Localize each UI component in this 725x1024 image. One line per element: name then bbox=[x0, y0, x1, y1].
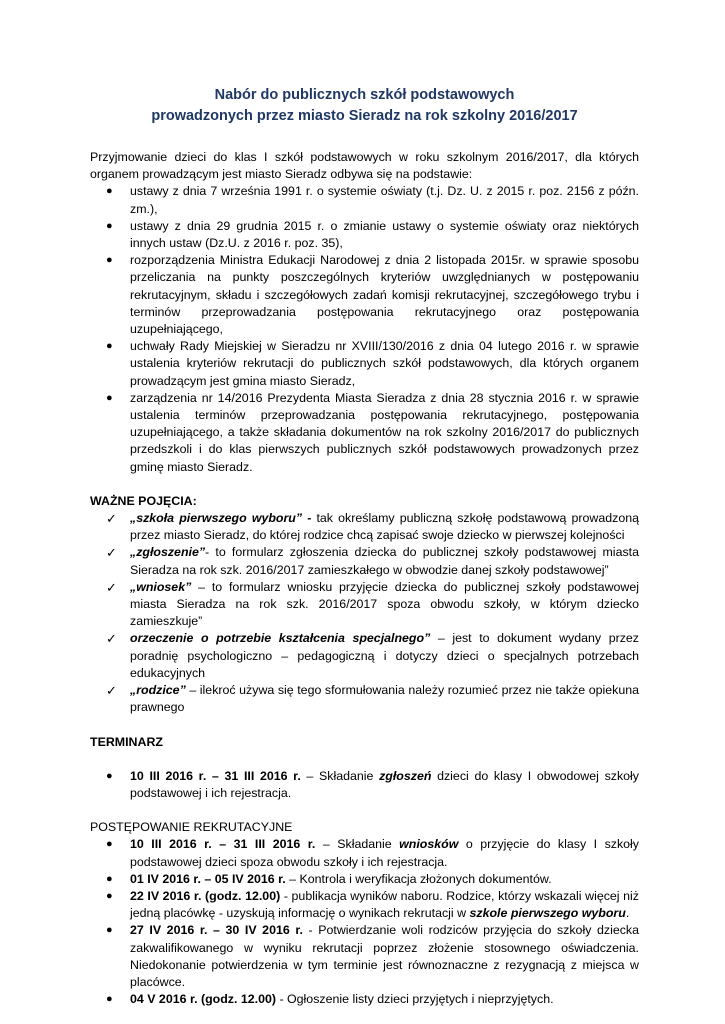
title-line-2: prowadzonych przez miasto Sieradz na rok szkolny 2016/2017 bbox=[151, 108, 578, 124]
list-item: ● ustawy z dnia 29 grudnia 2015 r. o zmianie ustawy o systemie oświaty oraz niektórych innych ustaw (Dz.U. z 2016 r. poz. 35), bbox=[106, 218, 639, 251]
terms-heading: WAŻNE POJĘCIA: bbox=[90, 493, 197, 508]
list-item: ● uchwały Rady Miejskiej w Sieradzu nr XVIII/130/2016 z dnia 04 lutego 2016 r. w sprawie ustalenia kryteriów rekrutacji do publicznych szkół podstawowych, dla których organem prowadzącym jest gmina miasto Sieradz, bbox=[106, 339, 639, 388]
title-line-1: Nabór do publicznych szkół podstawowych bbox=[214, 87, 515, 103]
bullet-icon: ● bbox=[106, 340, 113, 353]
check-mark-icon: ✓ bbox=[106, 579, 117, 595]
term-item: ✓ „zgłoszenie”- to formularz zgłoszenia dziecka do publicznej szkoły podstawowej miasta Sieradza na rok szk. 2016/2017 zamieszkałego w obwodzie danej szkoły podstawowej” bbox=[106, 545, 639, 577]
schedule-heading: TERMINARZ bbox=[90, 734, 163, 749]
term-item: ✓ orzeczenie o potrzebie kształcenia specjalnego” – jest to dokument wydany przez poradnię psychologiczno – pedagogiczną i dotyczy dzieci o specjalnych potrzebach edukacyjnych bbox=[106, 631, 639, 680]
bullet-icon: ● bbox=[106, 391, 113, 404]
bullet-icon: ● bbox=[106, 993, 113, 1006]
bullet-icon: ● bbox=[106, 219, 113, 232]
recruitment-heading: POSTĘPOWANIE REKRUTACYJNE bbox=[90, 820, 293, 835]
list-item: ● ustawy z dnia 7 września 1991 r. o systemie oświaty (t.j. Dz. U. z 2015 r. poz. 2156 z późn. zm.), bbox=[106, 184, 639, 216]
schedule-list bbox=[90, 768, 639, 802]
intro-paragraph: Przyjmowanie dzieci do klas I szkół podstawowych w roku szkolnym 2016/2017, dla których organem prowadzącym jest miasto Sieradz odbywa się na podstawie: bbox=[90, 150, 639, 182]
list-item: ● zarządzenia nr 14/2016 Prezydenta Miasta Sieradza z dnia 28 stycznia 2016 r. w sprawie ustalenia terminów przeprowadzania postępowania rekrutacyjnego, postępowania uzupełniającego, a także składania dokumentów na rok szkolny 2016/2017 do publicznych przedszkoli i do klas pierwszych publicznych szkół podstawowych prowadzonych przez gminę miasto Sieradz. bbox=[106, 390, 639, 474]
term-item: ✓ „wniosek” – to formularz wniosku przyjęcie dziecka do publicznej szkoły podstawowej miasta Sieradza na rok szk. 2016/2017 spoza obwodu szkoły, w którym dziecko zamieszkuje” bbox=[106, 579, 639, 629]
page-title bbox=[90, 85, 639, 127]
check-mark-icon: ✓ bbox=[106, 545, 117, 561]
check-mark-icon: ✓ bbox=[106, 631, 117, 647]
bullet-icon: ● bbox=[106, 924, 113, 937]
list-item: ● 01 IV 2016 r. – 05 IV 2016 r. – Kontrola i weryfikacja złożonych dokumentów. bbox=[90, 871, 639, 888]
list-item: ● rozporządzenia Ministra Edukacji Narodowej z dnia 2 listopada 2015r. w sprawie sposobu przeliczania na punkty poszczególnych kryteriów uwzględnianych w postępowaniu rekrutacyjnym, składu i szczegółowych zadań komisji rekrutacyjnej, szczegółowego trybu i terminów przeprowadzania postępowania rekrutacyjnego oraz postępowania uzupełniającego, bbox=[106, 253, 639, 337]
list-item: ● 10 III 2016 r. – 31 III 2016 r. – Składanie zgłoszeń dzieci do klasy I obwodowej szkoły podstawowej i ich rejestracja. bbox=[106, 768, 639, 800]
list-item: ● 22 IV 2016 r. (godz. 12.00) - publikacja wyników naboru. Rodzice, którzy wskazali więcej niż jedną placówkę - uzyskują informację o wynikach rekrutacji w szkole pierwszego wyboru. bbox=[106, 888, 639, 921]
bullet-icon: ● bbox=[106, 185, 113, 198]
term-item: ✓ „szkoła pierwszego wyboru” - tak określamy publiczną szkołę podstawową prowadzoną przez miasto Sieradz, do której rodzice chcą zapisać swoje dziecko w pierwszej kolejności bbox=[106, 511, 639, 543]
list-item: ● 10 III 2016 r. – 31 III 2016 r. – Składanie wniosków o przyjęcie do klasy I szkoły podstawowej dzieci spoza obwodu szkoły i ich rejestracja. bbox=[106, 837, 639, 869]
bullet-icon: ● bbox=[106, 838, 113, 851]
legal-basis-list bbox=[90, 183, 639, 475]
list-item: ● 04 V 2016 r. (godz. 12.00) - Ogłoszenie listy dzieci przyjętych i nieprzyjętych. bbox=[90, 991, 639, 1008]
bullet-icon: ● bbox=[106, 769, 113, 782]
check-mark-icon: ✓ bbox=[106, 683, 117, 699]
term-item: ✓ „rodzice” – ilekroć używa się tego sformułowania należy rozumieć przez nie także opiekuna prawnego bbox=[106, 683, 639, 715]
list-item: ● 27 IV 2016 r. – 30 IV 2016 r. - Potwierdzanie woli rodziców przyjęcia do szkoły dziecka zakwalifikowanego w wyniku rekrutacji poprzez złożenie stosownego oświadczenia. Niedokonanie potwierdzenia w tym terminie jest równoznaczne z rezygnacją z miejsca w placówce. bbox=[106, 923, 640, 989]
check-mark-icon: ✓ bbox=[106, 511, 117, 527]
recruitment-list bbox=[90, 836, 639, 1008]
terms-list bbox=[90, 510, 639, 716]
bullet-icon: ● bbox=[106, 872, 113, 885]
bullet-icon: ● bbox=[106, 889, 113, 902]
bullet-icon: ● bbox=[106, 254, 113, 267]
